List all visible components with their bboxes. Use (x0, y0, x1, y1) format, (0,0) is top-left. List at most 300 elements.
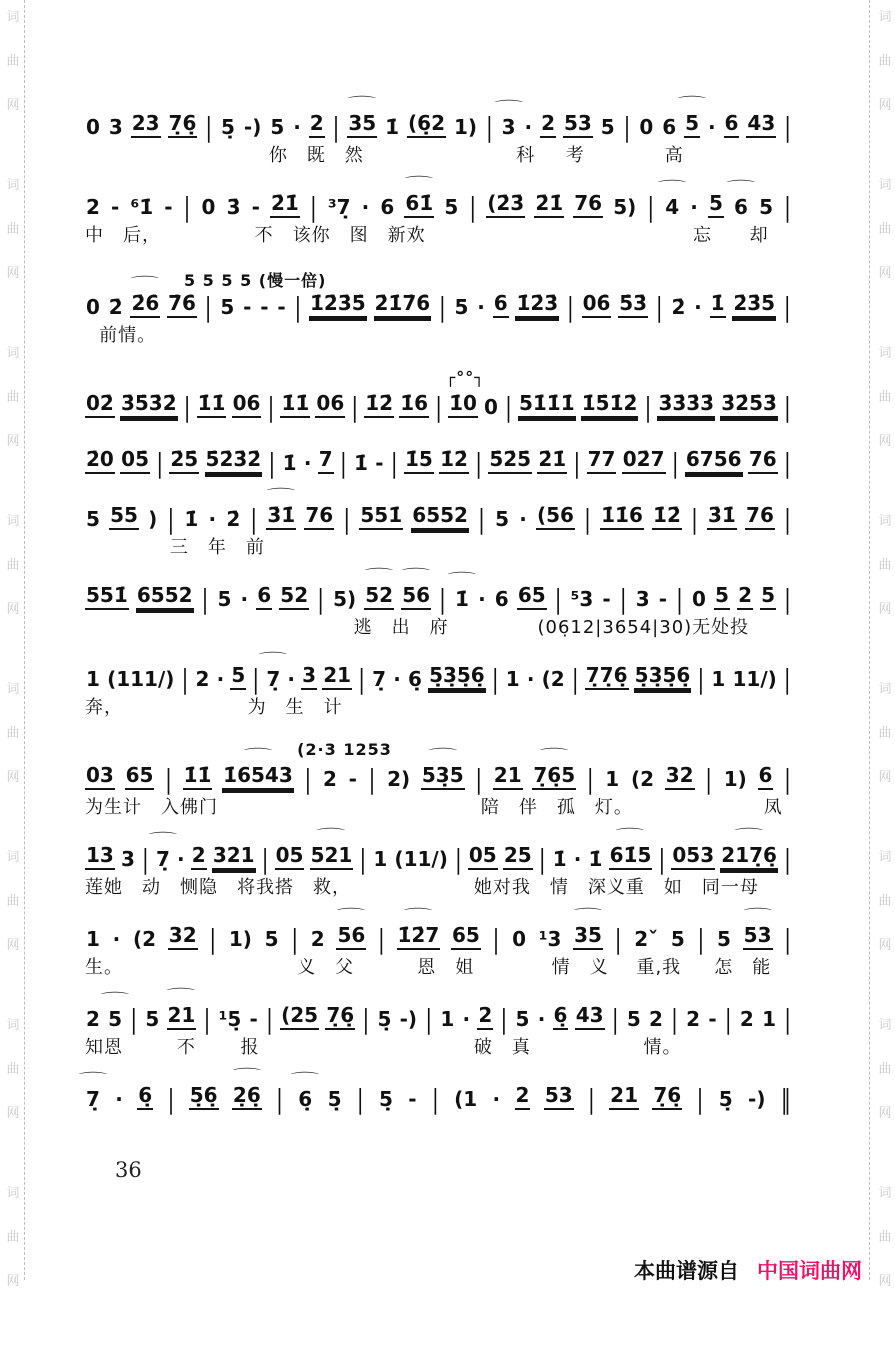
note-token: 6 (494, 587, 509, 611)
lyric-segment: 前情。 (99, 325, 157, 346)
notes-row (85, 652, 792, 696)
lyric-segment: 情 义 (551, 957, 609, 978)
barline: | (647, 190, 655, 224)
note-token: 2 (515, 1084, 531, 1110)
note-token: 6756 (685, 448, 743, 474)
watermark-text (875, 846, 895, 978)
note-token: · (462, 1007, 471, 1031)
note-token: 7̣6̣ (325, 1004, 355, 1030)
watermark-char: 网 (878, 98, 892, 113)
note-token: 6̣ ⌒ (290, 1072, 320, 1111)
note-token: · (287, 667, 295, 691)
note-token: 11/) (732, 667, 777, 691)
barline: | (439, 582, 446, 616)
barline: | (390, 446, 398, 480)
note-token: 1̇1̇ (197, 392, 227, 418)
lyric-segment: 破 真 (473, 1037, 531, 1058)
watermark-char: 曲 (6, 390, 20, 405)
note-token: 25 (503, 844, 533, 870)
lyric-row (85, 221, 792, 246)
watermark-char: 词 (6, 1018, 20, 1033)
note-token: 53̣5 ⌒ (421, 764, 465, 790)
note-token: · (115, 1087, 123, 1111)
note-token: 1̇2̇ (364, 392, 394, 418)
barline: | (454, 842, 462, 876)
lyric-segment: 义 父 (297, 957, 355, 978)
note-token: 6̣ (137, 1084, 153, 1110)
watermark-text (3, 1182, 23, 1314)
barline: | (784, 1002, 791, 1036)
barline: | (252, 662, 260, 696)
barline: | (435, 390, 442, 424)
annotation-row (85, 368, 792, 388)
note-token: ³7̣ (327, 195, 351, 219)
note-token: 1 (440, 1007, 455, 1031)
watermark-char: 词 (878, 10, 892, 25)
note-token: - (243, 295, 252, 319)
barline: | (317, 582, 324, 616)
note-token: 1̇5 (404, 448, 434, 474)
slur-arc: ⌒ (266, 488, 296, 503)
music-system (85, 176, 792, 246)
barline: | (658, 842, 666, 876)
lyric-row (85, 693, 792, 718)
note-token: 2̇0 (85, 448, 115, 474)
note-token: (6̣2 (407, 112, 446, 138)
note-token: 1̇5̇1̇2̇ (581, 392, 639, 418)
lyric-segment: 考 (565, 145, 585, 166)
barline: | (478, 502, 485, 536)
lyric-segment: 奔， (85, 697, 123, 718)
note-token: 61̇ ⌒ (404, 192, 434, 218)
barline: | (475, 762, 483, 796)
note-token: 0 (692, 587, 706, 611)
note-token: 2̇3̇5̇ (732, 292, 776, 318)
note-token: - (658, 587, 668, 611)
watermark-char: 词 (878, 178, 892, 193)
lyric-segment: 不 该你 图 新欢 (254, 225, 426, 246)
note-token: 2) (387, 767, 411, 791)
watermark-char: 词 (878, 514, 892, 529)
barline: | (697, 662, 705, 696)
slur-arc: ⌒ (100, 992, 130, 1007)
note-token: 5 (760, 584, 776, 610)
watermark-char: 词 (878, 1018, 892, 1033)
barline: | (671, 446, 679, 480)
note-token: 1) (228, 927, 252, 951)
note-token: 05̇ (120, 448, 150, 474)
note-token: 0 (484, 395, 498, 419)
watermark-char: 网 (878, 1274, 892, 1289)
lyric-segment: 陪 伴 孤 灯。 (480, 797, 633, 818)
notes-row (85, 176, 792, 224)
note-token: 1̇ (282, 451, 297, 475)
note-token: · (293, 115, 301, 139)
barline: | (250, 502, 258, 536)
note-token: 1̇1̇ (183, 764, 213, 790)
lyric-segment: 科 (516, 145, 536, 166)
note-token: ⁶1̇ (130, 195, 154, 219)
barline: | (425, 1002, 433, 1036)
watermark-char: 曲 (6, 894, 20, 909)
note-token: 1̇2̇7 ⌒ (397, 924, 441, 950)
music-system (85, 488, 792, 558)
barline: | (356, 1082, 364, 1116)
slur-arc: ⌒ (734, 828, 764, 843)
music-system (85, 988, 792, 1058)
note-token: 1 (373, 847, 388, 871)
watermark-char: 网 (6, 770, 20, 785)
dashed-border-left (24, 0, 25, 1280)
note-token: 21 (493, 764, 523, 790)
note-token: 43 (746, 112, 776, 138)
lyric-segment: 中 后， (85, 225, 161, 246)
lyric-row (85, 141, 792, 166)
barline: | (304, 762, 312, 796)
barline: | (362, 1002, 370, 1036)
watermark-text (3, 342, 23, 474)
note-token: 521 ⌒ (310, 844, 354, 870)
note-token: - (249, 1007, 258, 1031)
note-token: 5 (217, 587, 232, 611)
barline: | (588, 1082, 595, 1116)
barline: | (584, 502, 591, 536)
watermark-text (875, 6, 895, 138)
barline: | (309, 190, 317, 224)
note-token: 1 (505, 667, 520, 691)
barline: | (784, 582, 791, 616)
note-token: (2̇3̇ (486, 192, 525, 218)
note-token: ¹3 (538, 927, 562, 951)
note-token: 32 (168, 924, 198, 950)
barline: | (209, 922, 217, 956)
note-token: 3 ⌒ (494, 100, 523, 139)
note-token: · (216, 667, 225, 691)
slur-arc: ⌒ (317, 828, 346, 843)
barline: | (784, 110, 791, 144)
note-token: 3 (301, 664, 317, 690)
note-token: 6̣ (553, 1004, 569, 1030)
note-token: 0 (86, 115, 100, 139)
note-token: 5 (495, 507, 510, 531)
note-token: · (208, 507, 217, 531)
note-token: 3̇5̇3̇2̇ (120, 392, 178, 418)
notes-row (85, 828, 792, 876)
barline: | (784, 190, 791, 224)
note-token: 0 (86, 295, 100, 319)
barline: | (567, 290, 574, 324)
slur-arc: ⌒ (290, 1072, 320, 1087)
note-token: 1̇2̇ (652, 504, 682, 530)
note-token: - (111, 195, 120, 219)
barline: | (705, 762, 713, 796)
note-token: 5 (759, 195, 773, 219)
note-token: 65 (451, 924, 481, 950)
note-token: 7̣ (372, 667, 387, 691)
slur-arc: ⌒ (494, 100, 523, 115)
slur-arc: ⌒ (337, 908, 366, 923)
note-token: 43 (575, 1004, 605, 1030)
note-token: 06 (232, 392, 262, 418)
barline: | (291, 922, 299, 956)
slur-arc: ⌒ (447, 572, 477, 587)
watermark-char: 词 (6, 346, 20, 361)
slur-arc: ⌒ (243, 748, 273, 763)
note-token: 56 ⌒ (401, 584, 431, 610)
watermark-text (875, 174, 895, 306)
notes-row (78, 1068, 792, 1116)
note-token: 5̇2̇5̇ (488, 448, 532, 474)
barline: | (343, 502, 351, 536)
barline: | (586, 762, 594, 796)
note-token: 053 (671, 844, 715, 870)
music-system (85, 908, 792, 978)
note-token: 06̇ (582, 292, 612, 318)
barline: | (165, 762, 172, 796)
watermark-text (3, 1014, 23, 1146)
lyric-segment: 情。 (643, 1037, 682, 1058)
note-token: 7̣ ⌒ (258, 652, 288, 691)
note-token: 1̇2̇ (439, 448, 469, 474)
note-token: 23 (131, 112, 161, 138)
note-token: 5̣ (327, 1087, 342, 1111)
note-token: · (573, 847, 582, 871)
barline: | (130, 1002, 138, 1036)
note-token: 35 ⌒ (347, 112, 377, 138)
watermark-text (875, 1014, 895, 1146)
note-token: 5̣3̣5̣6̣ (634, 664, 692, 690)
note-token: 05 (468, 844, 498, 870)
watermark-char: 词 (6, 1186, 20, 1201)
note-token: 217̣6̣ ⌒ (720, 844, 778, 870)
note-token: 7̣6̣5 ⌒ (532, 764, 576, 790)
slur-arc: ⌒ (347, 96, 377, 111)
note-token: (25 (280, 1004, 319, 1030)
note-token: · (303, 451, 312, 475)
annotation: ┌°°┐ (445, 368, 485, 387)
note-token: 76 (748, 448, 778, 474)
note-token: 5 (708, 192, 724, 218)
watermark-char: 网 (878, 938, 892, 953)
note-token: 1̇6543 ⌒ (222, 764, 294, 790)
notes-row (85, 908, 792, 956)
note-token: 2 (686, 1007, 701, 1031)
watermark-char: 曲 (6, 1062, 20, 1077)
note-token: 6 (662, 115, 677, 139)
note-token: 65 (517, 584, 547, 610)
barline: | (655, 290, 663, 324)
note-token: 1̇ (184, 507, 199, 531)
notes-row (85, 388, 792, 424)
lyric-row (85, 321, 792, 346)
note-token: · (694, 295, 702, 319)
barline: | (268, 446, 276, 480)
note-token: 2 (195, 667, 210, 691)
note-token: - (277, 295, 286, 319)
barline: | (784, 390, 791, 424)
slur-arc: ⌒ (657, 180, 687, 195)
barline: | (784, 842, 791, 876)
watermark-text (3, 510, 23, 642)
note-token: 7̇6̇ (167, 292, 197, 318)
note-token: 1 (762, 1007, 776, 1031)
lyric-segment: 重,我 (636, 957, 682, 978)
watermark-char: 网 (6, 938, 20, 953)
note-token: 06 (315, 392, 345, 418)
slur-arc: ⌒ (131, 276, 160, 291)
dashed-border-right (869, 0, 870, 1280)
footer (619, 1231, 862, 1285)
barline: | (676, 582, 683, 616)
watermark-char: 曲 (878, 558, 892, 573)
barline: | (671, 1002, 678, 1036)
music-system (85, 268, 792, 346)
note-token: 03 (85, 764, 115, 790)
watermark-text (875, 1182, 895, 1314)
slur-arc: ⌒ (258, 652, 288, 667)
note-token: 7̣7̣6̣ (585, 664, 629, 690)
lyric-row (85, 873, 792, 898)
note-token: · (524, 115, 533, 139)
watermark-text (3, 678, 23, 810)
barline: | (783, 290, 791, 324)
note-token: 1̇ (354, 451, 368, 475)
note-token: 21 (322, 664, 352, 690)
music-system (85, 96, 792, 166)
barline: | (691, 502, 698, 536)
note-token: 6 (493, 292, 509, 318)
footer-brand-link[interactable]: 中国词曲网 (757, 1259, 862, 1283)
slur-arc: ⌒ (404, 908, 433, 923)
music-system (85, 652, 792, 718)
notes-row (85, 96, 792, 144)
note-token: 1 (86, 667, 100, 691)
barline: | (276, 1082, 283, 1116)
note-token: 1 (86, 927, 100, 951)
barline: | (204, 290, 212, 324)
note-token: - (375, 451, 384, 475)
barline: | (359, 842, 367, 876)
lyric-segment: (06̣12|3654|30)无处投 (537, 617, 750, 638)
watermark-char: 曲 (6, 54, 20, 69)
lyric-segment: 恩 姐 (417, 957, 475, 978)
barline: | (784, 502, 791, 536)
barline: | (500, 1002, 508, 1036)
watermark-char: 网 (878, 266, 892, 281)
note-token: 2 (191, 844, 207, 870)
note-token: 53 (544, 1084, 574, 1110)
barline: | (167, 1082, 175, 1116)
note-token: (2 (541, 667, 565, 691)
barline: | (573, 446, 581, 480)
barline: | (611, 1002, 619, 1036)
barline: | (571, 662, 579, 696)
note-token: 2̣6̣ ⌒ (232, 1084, 262, 1110)
barline: | (181, 662, 189, 696)
note-token: 61̇5 ⌒ (609, 844, 653, 870)
note-token: 5 (145, 1007, 160, 1031)
watermark-char: 词 (6, 682, 20, 697)
lyric-segment: 三 年 前 (169, 537, 265, 558)
note-token: 2̇ (226, 507, 241, 531)
watermark-char: 曲 (878, 390, 892, 405)
barline: | (485, 110, 493, 144)
note-token: - (260, 295, 269, 319)
note-token: 5 (717, 927, 731, 951)
note-token: · (112, 927, 121, 951)
lyric-segment: 却 (749, 225, 769, 246)
lyric-segment: 报 (240, 1037, 260, 1058)
watermark-char: 网 (6, 602, 20, 617)
barline: | (724, 1002, 732, 1036)
note-token: 7̣ ⌒ (148, 832, 178, 871)
note-token: 05 (275, 844, 305, 870)
note-token: 55 (109, 504, 139, 530)
note-token: 6 (256, 584, 272, 610)
barline: | (475, 446, 483, 480)
note-token: · (492, 1087, 501, 1111)
lyric-segment: 忘 (693, 225, 713, 246)
note-token: 1 (711, 667, 726, 691)
note-token: 6 ⌒ (726, 180, 756, 219)
note-token: 3̇2̇5̇3̇ (720, 392, 778, 418)
note-token: 1) (723, 767, 747, 791)
slur-arc: ⌒ (78, 1072, 108, 1087)
note-token: 5 (230, 664, 246, 690)
watermark-char: 词 (878, 850, 892, 865)
note-token: 5̣ (378, 1087, 393, 1111)
watermark-text (875, 678, 895, 810)
note-token: 56 ⌒ (336, 924, 366, 950)
note-token: 3̇1̇ (707, 504, 737, 530)
music-system (78, 1068, 792, 1116)
note-token: 2 (310, 927, 325, 951)
note-token: - (164, 195, 173, 219)
note-token: · (519, 507, 527, 531)
note-token: 76 (573, 192, 603, 218)
watermark-char: 词 (6, 514, 20, 529)
page-number: 36 (115, 1158, 142, 1182)
note-token: 2 (540, 112, 556, 138)
barline: | (332, 110, 340, 144)
watermark-char: 词 (6, 850, 20, 865)
note-token: 2̇5̇ (169, 448, 199, 474)
note-token: 1 (605, 767, 620, 791)
note-token: · (177, 847, 185, 871)
slur-arc: ⌒ (167, 988, 196, 1003)
note-token: 6552 (136, 584, 194, 610)
barline: | (784, 446, 791, 480)
note-token: 1̇0 (448, 392, 478, 418)
note-token: 5 (515, 1007, 530, 1031)
watermark-char: 网 (878, 770, 892, 785)
barline: ‖ (780, 1082, 791, 1116)
note-token: 52 ⌒ (364, 584, 394, 610)
note-token: 7̣ ⌒ (78, 1072, 108, 1111)
note-token: · (477, 295, 485, 319)
lyric-row (85, 953, 792, 978)
music-system (85, 368, 792, 424)
note-token: 13 (85, 844, 115, 870)
watermark-char: 曲 (6, 726, 20, 741)
note-token: 76 (745, 504, 775, 530)
barline: | (783, 662, 791, 696)
watermark-char: 词 (878, 1186, 892, 1201)
note-token: · (690, 195, 698, 219)
note-token: 2̇6̇ ⌒ (130, 292, 160, 318)
note-token: 6 (724, 112, 740, 138)
notes-row (85, 988, 792, 1036)
